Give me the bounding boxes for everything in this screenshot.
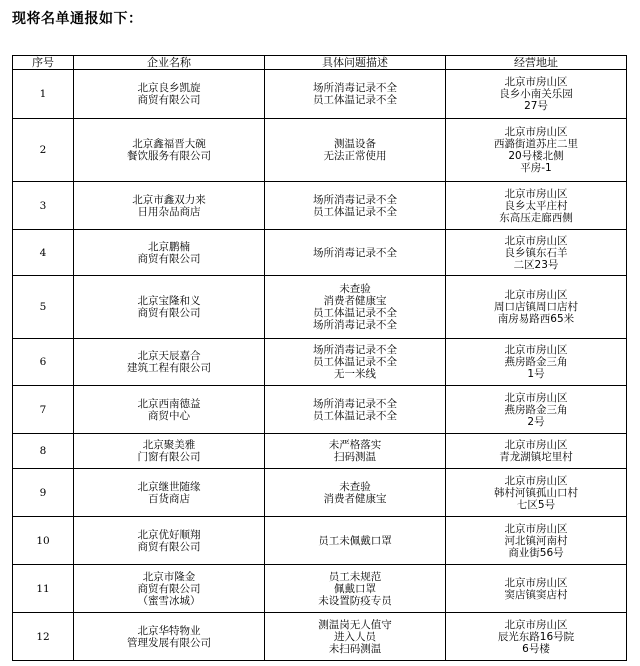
company-name-line: 北京鑫福晋大碗 xyxy=(132,138,206,150)
header-number: 序号 xyxy=(13,56,74,70)
company-name-line: 建筑工程有限公司 xyxy=(127,362,211,374)
issue-description-line: 扫码测温 xyxy=(334,451,376,463)
business-address-line: 北京市房山区 xyxy=(504,234,568,247)
table-row xyxy=(13,182,627,230)
business-address-line: 6号楼 xyxy=(522,642,550,655)
issue-description-line: 场所消毒记录不全 xyxy=(313,397,397,410)
table-row xyxy=(13,565,627,613)
issue-description-line: 无一米线 xyxy=(334,368,376,380)
business-address-line: 青龙湖镇坨里村 xyxy=(499,451,573,463)
row-number: 7 xyxy=(13,386,74,434)
issue-description-cell xyxy=(265,119,446,182)
issue-description-line: 未设置防疫专员 xyxy=(318,594,392,607)
business-address-line: 东高压走廊西侧 xyxy=(499,211,573,224)
business-address-cell xyxy=(446,565,627,613)
company-name-cell xyxy=(74,469,265,517)
business-address-line: 27号 xyxy=(524,100,548,112)
table-row xyxy=(13,119,627,182)
company-name-line: 北京天辰嘉合 xyxy=(137,350,201,362)
business-address-line: 窦店镇窦店村 xyxy=(504,588,568,601)
issue-description-cell xyxy=(265,469,446,517)
company-name-line: 北京良乡凯旋 xyxy=(137,82,201,94)
company-name-line: 商贸有限公司 xyxy=(137,582,201,595)
issue-description-line: 员工体温记录不全 xyxy=(313,356,397,368)
company-name-line: 商贸有限公司 xyxy=(137,540,201,553)
company-name-line: 北京鹏楠 xyxy=(148,240,190,253)
row-number: 5 xyxy=(13,276,74,339)
issue-description-line: 员工体温记录不全 xyxy=(313,94,397,106)
issue-description-line: 测温设备 xyxy=(334,138,376,150)
issue-description-cell xyxy=(265,517,446,565)
issue-description-line: 员工体温记录不全 xyxy=(313,409,397,422)
issue-description-cell xyxy=(265,434,446,469)
company-name-line: 北京市鑫双力来 xyxy=(132,193,206,206)
table-row xyxy=(13,276,627,339)
row-number: 11 xyxy=(13,565,74,613)
company-name-line: 北京聚美雅 xyxy=(142,439,196,451)
company-name-line: 北京华特物业 xyxy=(137,624,201,637)
business-address-line: 20号楼北侧 xyxy=(508,150,564,162)
issue-description-line: 场所消毒记录不全 xyxy=(313,246,397,259)
issue-description-line: 员工体温记录不全 xyxy=(313,307,397,319)
table-row xyxy=(13,386,627,434)
business-address-line: 北京市房山区 xyxy=(504,439,568,451)
business-address-line: 1号 xyxy=(527,368,545,380)
company-name-cell xyxy=(74,386,265,434)
business-address-line: 燕房路金三角 xyxy=(504,356,568,368)
issue-description-line: 员工体温记录不全 xyxy=(313,205,397,218)
company-name-cell xyxy=(74,70,265,119)
business-address-line: 北京市房山区 xyxy=(504,126,568,138)
issue-description-cell xyxy=(265,230,446,276)
row-number: 2 xyxy=(13,119,74,182)
business-address-line: 北京市房山区 xyxy=(504,187,568,200)
company-name-line: 北京继世随缘 xyxy=(137,480,201,493)
company-name-line: 日用杂品商店 xyxy=(137,205,201,218)
company-name-cell xyxy=(74,434,265,469)
company-name-line: 门窗有限公司 xyxy=(137,451,201,463)
row-number: 1 xyxy=(13,70,74,119)
issue-description-line: 佩戴口罩 xyxy=(334,582,376,595)
business-address-line: 燕房路金三角 xyxy=(504,403,568,416)
business-address-line: 辰光东路16号院 xyxy=(497,630,575,643)
company-name-cell xyxy=(74,517,265,565)
business-address-cell xyxy=(446,230,627,276)
table-row xyxy=(13,613,627,661)
business-address-line: 北京市房山区 xyxy=(504,618,568,631)
company-name-line: 商贸有限公司 xyxy=(137,94,201,106)
business-address-cell xyxy=(446,182,627,230)
table-row xyxy=(13,517,627,565)
header-business-address: 经营地址 xyxy=(446,56,627,70)
business-address-line: 北京市房山区 xyxy=(504,474,568,487)
issue-description-cell xyxy=(265,613,446,661)
issue-description-line: 未扫码测温 xyxy=(328,642,382,655)
row-number: 4 xyxy=(13,230,74,276)
business-address-line: 南房易路西65米 xyxy=(497,313,575,325)
issue-description-line: 测温岗无人值守 xyxy=(318,618,392,631)
issue-description-line: 消费者健康宝 xyxy=(323,492,387,505)
company-name-line: 管理发展有限公司 xyxy=(127,636,211,649)
issue-description-cell xyxy=(265,339,446,386)
business-address-line: 平房-1 xyxy=(520,162,552,174)
issue-description-cell xyxy=(265,182,446,230)
issue-description-line: 未查验 xyxy=(339,283,371,295)
business-address-line: 二区23号 xyxy=(513,258,559,271)
company-name-cell xyxy=(74,565,265,613)
business-address-line: 良乡镇东石羊 xyxy=(504,246,568,259)
company-name-line: 商贸有限公司 xyxy=(137,307,201,319)
business-address-cell xyxy=(446,613,627,661)
issue-description-cell xyxy=(265,70,446,119)
issue-description-line: 场所消毒记录不全 xyxy=(313,82,397,94)
business-address-cell xyxy=(446,276,627,339)
business-address-cell xyxy=(446,434,627,469)
table-row xyxy=(13,339,627,386)
business-address-cell xyxy=(446,517,627,565)
business-address-cell xyxy=(446,469,627,517)
business-address-line: 周口店镇周口店村 xyxy=(494,301,578,313)
company-name-line: 餐饮服务有限公司 xyxy=(127,150,211,162)
company-name-line: 商贸中心 xyxy=(148,409,190,422)
row-number: 3 xyxy=(13,182,74,230)
business-address-cell xyxy=(446,70,627,119)
notice-table xyxy=(12,55,627,661)
company-name-cell xyxy=(74,613,265,661)
business-address-line: 北京市房山区 xyxy=(504,576,568,589)
business-address-line: 北京市房山区 xyxy=(504,289,568,301)
business-address-line: 北京市房山区 xyxy=(504,76,568,88)
row-number: 8 xyxy=(13,434,74,469)
company-name-line: 北京市隆金 xyxy=(142,570,196,583)
issue-description-cell xyxy=(265,565,446,613)
issue-description-line: 员工未佩戴口罩 xyxy=(318,534,392,547)
row-number: 12 xyxy=(13,613,74,661)
company-name-cell xyxy=(74,182,265,230)
business-address-line: 七区5号 xyxy=(516,498,556,511)
issue-description-line: 未严格落实 xyxy=(328,439,382,451)
company-name-line: 北京优好顺翔 xyxy=(137,528,201,541)
issue-description-line: 无法正常使用 xyxy=(323,150,387,162)
company-name-line: 百货商店 xyxy=(148,492,190,505)
issue-description-line: 场所消毒记录不全 xyxy=(313,193,397,206)
table-row xyxy=(13,70,627,119)
table-body xyxy=(13,70,627,661)
company-name-line: 商贸有限公司 xyxy=(137,252,201,265)
issue-description-cell xyxy=(265,276,446,339)
business-address-line: 2号 xyxy=(527,415,545,428)
company-name-line: 北京宝隆和义 xyxy=(137,295,201,307)
business-address-line: 良乡太平庄村 xyxy=(504,199,568,212)
company-name-line: 北京西南德益 xyxy=(137,397,201,410)
company-name-line: （蜜雪冰城） xyxy=(137,594,201,607)
header-row xyxy=(13,56,627,70)
business-address-line: 商业街56号 xyxy=(508,546,564,559)
business-address-line: 北京市房山区 xyxy=(504,391,568,404)
business-address-cell xyxy=(446,339,627,386)
company-name-cell xyxy=(74,119,265,182)
row-number: 6 xyxy=(13,339,74,386)
table-row xyxy=(13,434,627,469)
business-address-cell xyxy=(446,386,627,434)
business-address-line: 北京市房山区 xyxy=(504,344,568,356)
business-address-line: 北京市房山区 xyxy=(504,522,568,535)
business-address-line: 西潞街道苏庄二里 xyxy=(494,138,578,150)
issue-description-line: 员工未规范 xyxy=(328,570,382,583)
company-name-cell xyxy=(74,276,265,339)
issue-description-cell xyxy=(265,386,446,434)
business-address-cell xyxy=(446,119,627,182)
issue-description-line: 未查验 xyxy=(339,480,371,493)
issue-description-line: 场所消毒记录不全 xyxy=(313,319,397,331)
table-row xyxy=(13,230,627,276)
company-name-cell xyxy=(74,339,265,386)
company-name-cell xyxy=(74,230,265,276)
header-company-name: 企业名称 xyxy=(74,56,265,70)
business-address-line: 河北镇河南村 xyxy=(504,534,568,547)
table-row xyxy=(13,469,627,517)
page-heading: 现将名单通报如下： xyxy=(12,11,143,27)
issue-description-line: 场所消毒记录不全 xyxy=(313,344,397,356)
issue-description-line: 消费者健康宝 xyxy=(323,295,387,307)
row-number: 9 xyxy=(13,469,74,517)
issue-description-line: 进入人员 xyxy=(334,630,376,643)
header-issue-description: 具体问题描述 xyxy=(265,56,446,70)
business-address-line: 良乡小南关乐园 xyxy=(499,88,573,100)
row-number: 10 xyxy=(13,517,74,565)
business-address-line: 韩村河镇孤山口村 xyxy=(494,486,578,499)
